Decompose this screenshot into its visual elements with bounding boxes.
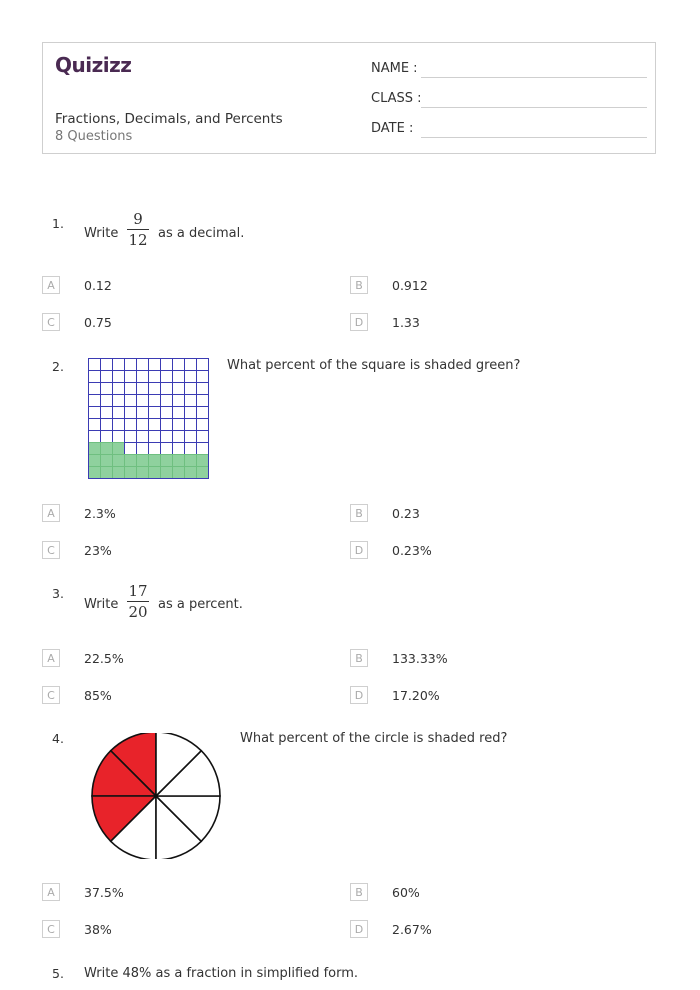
grid-cell bbox=[125, 359, 137, 371]
option-letter: A bbox=[42, 276, 60, 294]
worksheet-title: Fractions, Decimals, and Percents bbox=[55, 111, 283, 127]
grid-cell-shaded bbox=[185, 467, 197, 479]
grid-cell bbox=[149, 371, 161, 383]
question-number: 1. bbox=[52, 216, 64, 231]
grid-cell bbox=[113, 359, 125, 371]
option-value: 38% bbox=[84, 922, 112, 937]
grid-cell-shaded bbox=[101, 455, 113, 467]
fraction bbox=[126, 210, 150, 249]
grid-cell bbox=[197, 431, 209, 443]
grid-cell bbox=[149, 359, 161, 371]
grid-cell bbox=[173, 371, 185, 383]
grid-cell bbox=[125, 443, 137, 455]
option-letter: C bbox=[42, 686, 60, 704]
grid-cell bbox=[125, 383, 137, 395]
question-prefix: Write bbox=[84, 597, 119, 612]
worksheet-header bbox=[42, 42, 656, 154]
option-value: 0.12 bbox=[84, 278, 112, 293]
grid-cell bbox=[197, 419, 209, 431]
question-number: 3. bbox=[52, 586, 64, 601]
grid-cell-shaded bbox=[101, 467, 113, 479]
grid-cell-shaded bbox=[113, 467, 125, 479]
grid-cell bbox=[113, 419, 125, 431]
class-label: CLASS : bbox=[371, 91, 422, 106]
grid-cell bbox=[137, 395, 149, 407]
grid-cell bbox=[185, 431, 197, 443]
grid-cell bbox=[149, 419, 161, 431]
grid-cell-shaded bbox=[197, 467, 209, 479]
grid-cell bbox=[197, 383, 209, 395]
grid-cell-shaded bbox=[161, 467, 173, 479]
option-value: 60% bbox=[392, 885, 420, 900]
question-number: 5. bbox=[52, 966, 64, 981]
grid-cell bbox=[125, 419, 137, 431]
grid-cell bbox=[137, 383, 149, 395]
fraction-numerator: 9 bbox=[133, 210, 143, 228]
option-value: 0.23% bbox=[392, 543, 432, 558]
grid-cell bbox=[161, 407, 173, 419]
grid-cell bbox=[137, 431, 149, 443]
class-line bbox=[421, 107, 647, 108]
grid-cell bbox=[185, 419, 197, 431]
grid-cell bbox=[161, 395, 173, 407]
grid-cell-shaded bbox=[113, 455, 125, 467]
grid-cell bbox=[149, 431, 161, 443]
grid-cell-shaded bbox=[137, 455, 149, 467]
grid-cell bbox=[89, 407, 101, 419]
pie-circle-figure bbox=[88, 733, 224, 859]
option-letter: B bbox=[350, 504, 368, 522]
question-text: What percent of the circle is shaded red? bbox=[240, 731, 508, 746]
fraction-bar bbox=[127, 229, 149, 230]
grid-cell bbox=[101, 395, 113, 407]
grid-cell-shaded bbox=[101, 443, 113, 455]
option-value: 133.33% bbox=[392, 651, 448, 666]
question-text: Write 48% as a fraction in simplified form. bbox=[84, 966, 359, 981]
grid-cell bbox=[197, 443, 209, 455]
grid-cell bbox=[149, 407, 161, 419]
question-count: 8 Questions bbox=[55, 129, 133, 144]
fraction-numerator: 17 bbox=[128, 582, 148, 600]
grid-cell bbox=[113, 431, 125, 443]
grid-cell bbox=[113, 395, 125, 407]
grid-cell-shaded bbox=[125, 455, 137, 467]
option-value: 85% bbox=[84, 688, 112, 703]
question-suffix: as a percent. bbox=[158, 597, 243, 612]
name-line bbox=[421, 77, 647, 78]
grid-cell-shaded bbox=[113, 443, 125, 455]
grid-cell bbox=[101, 431, 113, 443]
name-label: NAME : bbox=[371, 61, 418, 76]
grid-cell bbox=[173, 395, 185, 407]
grid-cell-shaded bbox=[89, 467, 101, 479]
grid-cell bbox=[113, 407, 125, 419]
option-value: 0.75 bbox=[84, 315, 112, 330]
option-letter: D bbox=[350, 920, 368, 938]
grid-cell-shaded bbox=[161, 455, 173, 467]
option-letter: D bbox=[350, 686, 368, 704]
option-letter: B bbox=[350, 649, 368, 667]
option-letter: A bbox=[42, 649, 60, 667]
option-letter: C bbox=[42, 920, 60, 938]
grid-cell bbox=[89, 383, 101, 395]
option-value: 37.5% bbox=[84, 885, 124, 900]
option-value: 2.67% bbox=[392, 922, 432, 937]
grid-cell bbox=[149, 383, 161, 395]
grid-cell bbox=[101, 383, 113, 395]
option-value: 1.33 bbox=[392, 315, 420, 330]
question-prefix: Write bbox=[84, 226, 119, 241]
grid-cell bbox=[173, 431, 185, 443]
grid-cell bbox=[89, 359, 101, 371]
fraction bbox=[126, 582, 150, 621]
grid-cell-shaded bbox=[125, 467, 137, 479]
grid-cell bbox=[101, 359, 113, 371]
grid-cell bbox=[161, 359, 173, 371]
grid-cell bbox=[101, 371, 113, 383]
grid-cell-shaded bbox=[173, 467, 185, 479]
option-value: 2.3% bbox=[84, 506, 116, 521]
grid-cell-shaded bbox=[149, 467, 161, 479]
grid-cell bbox=[185, 371, 197, 383]
grid-cell bbox=[113, 383, 125, 395]
grid-cell-shaded bbox=[137, 467, 149, 479]
option-letter: D bbox=[350, 313, 368, 331]
option-letter: C bbox=[42, 541, 60, 559]
option-letter: B bbox=[350, 276, 368, 294]
option-value: 0.23 bbox=[392, 506, 420, 521]
grid-cell bbox=[101, 407, 113, 419]
grid-cell bbox=[185, 407, 197, 419]
option-value: 23% bbox=[84, 543, 112, 558]
grid-cell bbox=[137, 443, 149, 455]
grid-cell-shaded bbox=[197, 455, 209, 467]
fraction-bar bbox=[127, 601, 149, 602]
grid-cell bbox=[89, 431, 101, 443]
question-number: 2. bbox=[52, 359, 64, 374]
grid-cell bbox=[125, 431, 137, 443]
grid-cell bbox=[149, 443, 161, 455]
fraction-denominator: 12 bbox=[128, 231, 148, 249]
grid-cell bbox=[137, 407, 149, 419]
grid-cell bbox=[161, 443, 173, 455]
grid-cell bbox=[125, 407, 137, 419]
grid-cell bbox=[173, 407, 185, 419]
option-value: 22.5% bbox=[84, 651, 124, 666]
quizizz-logo: Quizizz bbox=[55, 53, 132, 77]
grid-cell bbox=[125, 371, 137, 383]
option-letter: A bbox=[42, 504, 60, 522]
date-label: DATE : bbox=[371, 121, 414, 136]
grid-cell bbox=[89, 395, 101, 407]
option-letter: A bbox=[42, 883, 60, 901]
grid-cell bbox=[197, 371, 209, 383]
grid-cell bbox=[173, 383, 185, 395]
grid-cell bbox=[185, 359, 197, 371]
grid-cell bbox=[185, 443, 197, 455]
grid-cell bbox=[89, 371, 101, 383]
grid-cell bbox=[173, 419, 185, 431]
grid-cell bbox=[185, 395, 197, 407]
grid-cell bbox=[173, 443, 185, 455]
grid-cell bbox=[185, 383, 197, 395]
grid-cell bbox=[161, 431, 173, 443]
grid-cell bbox=[89, 419, 101, 431]
grid-cell-shaded bbox=[149, 455, 161, 467]
grid-cell bbox=[197, 359, 209, 371]
grid-cell-shaded bbox=[185, 455, 197, 467]
option-value: 17.20% bbox=[392, 688, 440, 703]
grid-cell bbox=[113, 371, 125, 383]
grid-cell-shaded bbox=[173, 455, 185, 467]
grid-cell bbox=[161, 371, 173, 383]
option-letter: C bbox=[42, 313, 60, 331]
grid-cell bbox=[197, 407, 209, 419]
fraction-denominator: 20 bbox=[128, 603, 148, 621]
option-value: 0.912 bbox=[392, 278, 428, 293]
grid-cell bbox=[197, 395, 209, 407]
hundred-grid-figure bbox=[88, 358, 209, 479]
grid-cell-shaded bbox=[89, 443, 101, 455]
grid-cell bbox=[137, 419, 149, 431]
grid-cell bbox=[149, 395, 161, 407]
question-text: What percent of the square is shaded green? bbox=[227, 358, 521, 373]
date-line bbox=[421, 137, 647, 138]
grid-cell-shaded bbox=[89, 455, 101, 467]
grid-cell bbox=[161, 383, 173, 395]
grid-cell bbox=[161, 419, 173, 431]
option-letter: D bbox=[350, 541, 368, 559]
grid-cell bbox=[173, 359, 185, 371]
grid-cell bbox=[125, 395, 137, 407]
option-letter: B bbox=[350, 883, 368, 901]
grid-cell bbox=[101, 419, 113, 431]
grid-cell bbox=[137, 359, 149, 371]
question-number: 4. bbox=[52, 731, 64, 746]
grid-cell bbox=[137, 371, 149, 383]
question-suffix: as a decimal. bbox=[158, 226, 245, 241]
